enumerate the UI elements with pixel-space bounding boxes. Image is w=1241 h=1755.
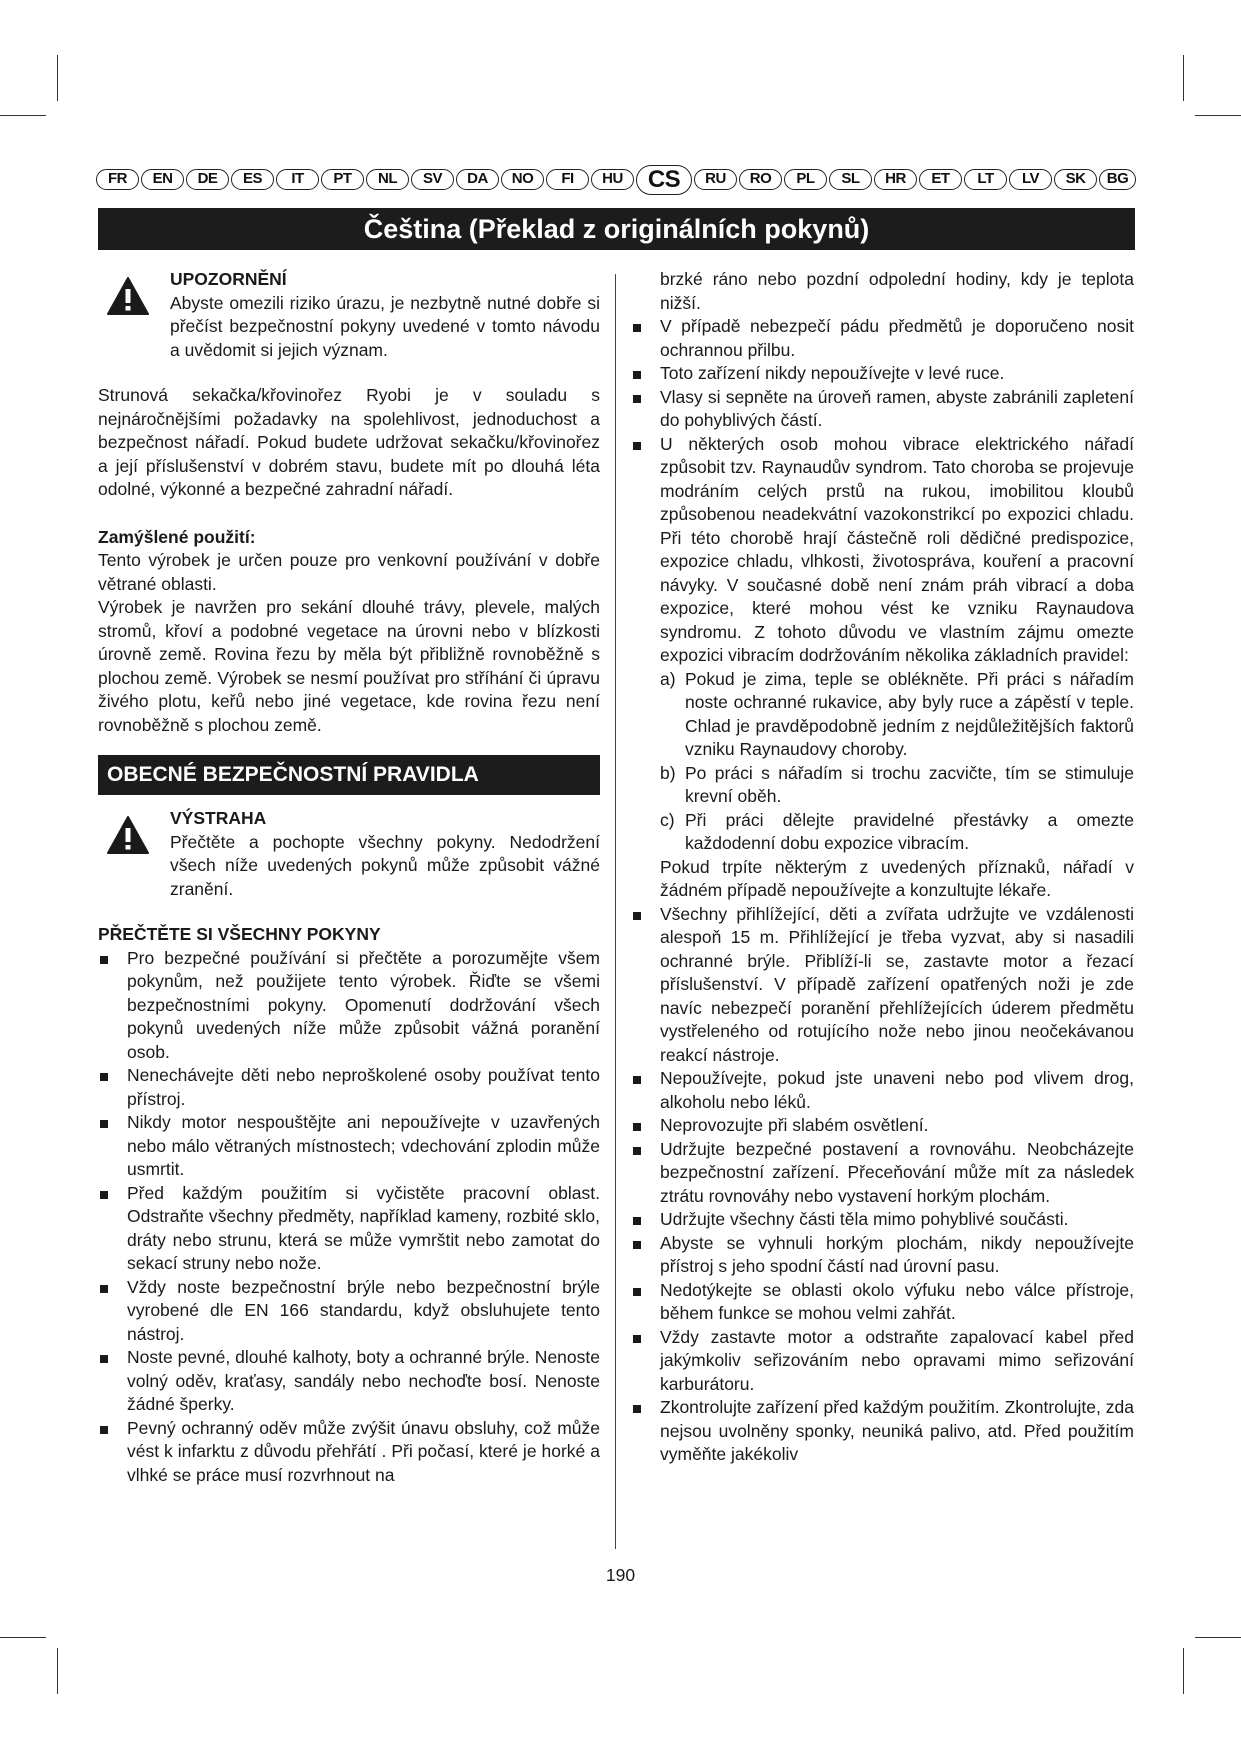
- language-bar: [96, 167, 1136, 193]
- intended-use-paragraph: Tento výrobek je určen pouze pro venkovní používání v dobře větrané oblasti.: [98, 550, 600, 594]
- list-item: Vždy noste bezpečnostní brýle nebo bezpečnostní brýle vyrobené dle EN 166 standardu, když obsluhujete tento nástroj.: [98, 1276, 600, 1347]
- lang-de: DE: [186, 169, 229, 190]
- lang-cs-active: CS: [636, 165, 692, 195]
- lang-hu: HU: [591, 169, 634, 190]
- lang-ru: RU: [694, 169, 737, 190]
- list-item: V případě nebezpečí pádu předmětů je doporučeno nosit ochrannou přilbu.: [631, 315, 1134, 362]
- warning-block: [98, 807, 600, 901]
- warning-text: Přečtěte a pochopte všechny pokyny. Nedodržení všech níže uvedených pokynů může způsobit vážné zranění.: [170, 831, 600, 899]
- list-item: Všechny přihlížející, děti a zvířata udržujte ve vzdálenosti alespoň 15 m. Přihlížející je třeba vyzvat, aby si nasadili ochranné brýle. Přiblíží-li se, zastavte motor a řezací příslušenství. V případě zařízení opatřených noži je zde navíc nebezpečí poranění přehlížejících úderem předmětu vystřeleného od rotujícího nože nebo jinou neočekávanou reakcí nástroje.: [631, 903, 1134, 1068]
- crop-mark: [1195, 1637, 1241, 1638]
- lang-nl: NL: [366, 169, 409, 190]
- list-item: Abyste se vyhnuli horkým plochám, nikdy nepoužívejte přístroj s jeho spodní částí nad úrovní pasu.: [631, 1232, 1134, 1279]
- lang-fr: FR: [96, 169, 139, 190]
- list-item: Před každým použitím si vyčistěte pracovní oblast. Odstraňte všechny předměty, například kameny, rozbité sklo, dráty nebo strunu, která se může vymrštit nebo zamotat do sekací struny nebo nože.: [98, 1182, 600, 1276]
- list-item: Pevný ochranný oděv může zvýšit únavu obsluhy, což může vést k infarktu z důvodu přehřátí . Při počasí, které je horké a vlhké se práce musí rozvrhnout na: [98, 1417, 600, 1488]
- warning-triangle-icon: [106, 815, 150, 855]
- list-item: c) Při práci dělejte pravidelné přestávky a omezte každodenní dobu expozice vibracím.: [660, 809, 1134, 853]
- lang-es: ES: [231, 169, 274, 190]
- crop-mark: [57, 55, 58, 101]
- crop-mark: [1183, 1648, 1184, 1694]
- lang-pt: PT: [321, 169, 364, 190]
- list-item: Vždy zastavte motor a odstraňte zapalovací kabel před jakýmkoliv seřizováním nebo opravami mimo seřizování karburátoru.: [631, 1326, 1134, 1397]
- safety-list: [98, 947, 600, 1488]
- crop-mark: [0, 115, 46, 116]
- intended-use-heading: Zamýšlené použití:: [98, 526, 256, 547]
- lang-lv: LV: [1009, 169, 1052, 190]
- list-item: Nepoužívejte, pokud jste unaveni nebo pod vlivem drog, alkoholu nebo léků.: [631, 1067, 1134, 1114]
- list-item: Nedotýkejte se oblasti okolo výfuku nebo válce přístroje, během funkce se mohou velmi zahřát.: [631, 1279, 1134, 1326]
- list-item: Udržujte bezpečné postavení a rovnováhu. Neobcházejte bezpečnostní zařízení. Přeceňování může mít za následek ztrátu rovnováhy nebo vystavení horkým plochám.: [631, 1138, 1134, 1209]
- left-column: [98, 268, 600, 1487]
- crop-mark: [1195, 115, 1241, 116]
- lang-fi: FI: [546, 169, 589, 190]
- lang-ro: RO: [739, 169, 782, 190]
- lang-sl: SL: [829, 169, 872, 190]
- warning-triangle-icon: [106, 276, 150, 316]
- right-column: [631, 268, 1134, 1467]
- list-item: Zkontrolujte zařízení před každým použitím. Zkontrolujte, zda nejsou uvolněny sponky, neuniká palivo, atd. Před použitím vyměňte jakékoliv: [631, 1396, 1134, 1467]
- lang-lt: LT: [964, 169, 1007, 190]
- list-item: U některých osob mohou vibrace elektrického nářadí způsobit tzv. Raynaudův syndrom. Tato choroba se projevuje modráním celých prstů na rukou, imobilitou kloubů způsobenou neadekvátní vazokonstrikcí po expozici chladu. Při této chorobě hrají částečně roli dědičné predispozice, expozice chladu, vlhkosti, životospráva, kouření a pracovní návyky. V současné době není znám práh vibrací a doba expozice, které mohou vést ke vzniku Raynaudova syndromu. Z tohoto důvodu ve vlastním zájmu omezte expozici vibracím dodržováním několika základních pravidel: a) Pokud je zima, teple se oblékněte. Při práci s nářadím noste ochranné rukavice, aby byly ruce a zápěstí v teple. Chlad je pravděpodobně jedním z nejdůležitějších faktorů vzniku Raynaudovy choroby. b) Po práci s nářadím si trochu zacvičte, tím se stimuluje krevní oběh. c) Při práci dělejte pravidelné přestávky a omezte každodenní dobu expozice vibracím. Pokud trpíte některým z uvedených příznaků, nářadí v žádném případě nepoužívejte a konzultujte lékaře.: [631, 433, 1134, 903]
- list-item: Nenechávejte děti nebo neproškolené osoby používat tento přístroj.: [98, 1064, 600, 1111]
- vibration-conclusion: Pokud trpíte některým z uvedených příznaků, nářadí v žádném případě nepoužívejte a konzultujte lékaře.: [660, 856, 1134, 900]
- intended-use-paragraph: Výrobek je navržen pro sekání dlouhé trávy, plevele, malých stromů, křoví a podobné vegetace na úrovni nebo v blízkosti úrovně země. Rovina řezu by měla být přibližně rovnoběžně s plochou země. Výrobek se nesmí používat pro stříhání či úpravu živého plotu, keřů nebo jiné vegetace, kde rovina řezu není rovnoběžně s plochou země.: [98, 597, 600, 735]
- lang-hr: HR: [874, 169, 917, 190]
- list-item: Pro bezpečné používání si přečtěte a porozumějte všem pokynům, než použijete tento výrobek. Řiďte se všemi bezpečnostními pokyny. Opomenutí dodržování všech pokynů uvedených níže může způsobit vážná poranění osob.: [98, 947, 600, 1065]
- lang-en: EN: [141, 169, 184, 190]
- list-item: a) Pokud je zima, teple se oblékněte. Při práci s nářadím noste ochranné rukavice, aby byly ruce a zápěstí v teple. Chlad je pravděpodobně jedním z nejdůležitějších faktorů vzniku Raynaudovy choroby.: [660, 668, 1134, 759]
- continuation-text: brzké ráno nebo pozdní odpolední hodiny, kdy je teplota nižší.: [660, 269, 1134, 313]
- list-item: Noste pevné, dlouhé kalhoty, boty a ochranné brýle. Nenoste volný oděv, kraťasy, sandály nebo nechoďte bosí. Nenoste žádné šperky.: [98, 1346, 600, 1417]
- warning-title: VÝSTRAHA: [170, 808, 267, 828]
- lang-et: ET: [919, 169, 962, 190]
- page-title: Čeština (Překlad z originálních pokynů): [98, 208, 1135, 250]
- list-item: Neprovozujte při slabém osvětlení.: [631, 1114, 1134, 1138]
- warning-title: UPOZORNĚNÍ: [170, 269, 287, 289]
- list-item: Toto zařízení nikdy nepoužívejte v levé ruce.: [631, 362, 1134, 386]
- lang-bg: BG: [1099, 169, 1136, 190]
- crop-mark: [57, 1648, 58, 1694]
- column-divider: [615, 274, 616, 1549]
- list-item: Nikdy motor nespouštějte ani nepoužívejte v uzavřených nebo málo větraných místnostech; vdechování zplodin může usmrtit.: [98, 1111, 600, 1182]
- lang-sk: SK: [1054, 169, 1097, 190]
- lang-da: DA: [456, 169, 499, 190]
- lang-no: NO: [501, 169, 544, 190]
- intro-paragraph: Strunová sekačka/křovinořez Ryobi je v souladu s nejnáročnějšími požadavky na spolehlivost, jednoduchost a bezpečnost nářadí. Pokud budete udržovat sekačku/křovinořez a její příslušenství v dobrém stavu, budete mít po dlouhá léta odolné, výkonné a bezpečné zahradní nářadí.: [98, 385, 600, 499]
- list-item: Vlasy si sepněte na úroveň ramen, abyste zabránili zapletení do pohyblivých částí.: [631, 386, 1134, 433]
- lang-pl: PL: [784, 169, 827, 190]
- warning-text: Abyste omezili riziko úrazu, je nezbytně nutné dobře si přečíst bezpečnostní pokyny uvedené v tomto návodu a uvědomit si jejich význam.: [170, 292, 600, 360]
- list-item: Udržujte všechny části těla mimo pohyblivé součásti.: [631, 1208, 1134, 1232]
- section-heading: OBECNÉ BEZPEČNOSTNÍ PRAVIDLA: [98, 755, 600, 795]
- read-all-heading: PŘEČTĚTE SI VŠECHNY POKYNY: [98, 924, 381, 944]
- warning-block: [98, 268, 600, 362]
- vibration-rules: [631, 668, 1134, 856]
- safety-list: [631, 315, 1134, 1467]
- crop-mark: [0, 1637, 46, 1638]
- crop-mark: [1183, 55, 1184, 101]
- lang-it: IT: [276, 169, 319, 190]
- page-number: 190: [605, 1565, 636, 1585]
- list-item: b) Po práci s nářadím si trochu zacvičte, tím se stimuluje krevní oběh.: [660, 762, 1134, 806]
- lang-sv: SV: [411, 169, 454, 190]
